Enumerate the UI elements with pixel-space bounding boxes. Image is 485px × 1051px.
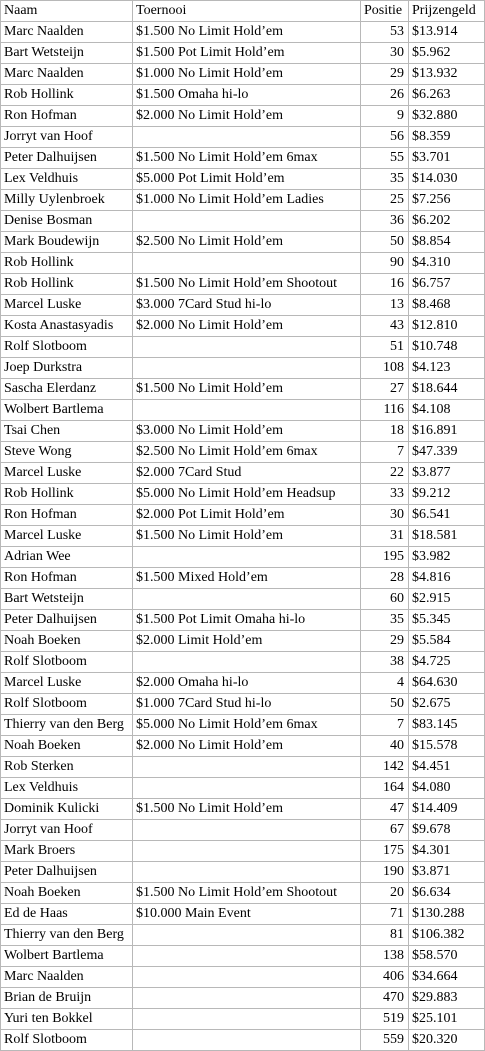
table-row <box>1 148 485 169</box>
table-row <box>1 673 485 694</box>
cell-toernooi[interactable] <box>133 358 361 379</box>
table-row <box>1 106 485 127</box>
table-row <box>1 85 485 106</box>
cell-toernooi[interactable] <box>133 400 361 421</box>
cell-naam[interactable]: Jorryt van Hoof <box>1 127 133 148</box>
cell-positie[interactable]: 35 <box>361 610 409 631</box>
cell-naam[interactable]: Rolf Slotboom <box>1 694 133 715</box>
header-prijzengeld[interactable]: Prijzengeld <box>409 1 485 22</box>
cell-naam[interactable]: Steve Wong <box>1 442 133 463</box>
table-row <box>1 799 485 820</box>
cell-prijzengeld[interactable]: $18.581 <box>409 526 485 547</box>
cell-toernooi[interactable]: $2.500 No Limit Hold’em <box>133 232 361 253</box>
cell-naam[interactable]: Peter Dalhuijsen <box>1 148 133 169</box>
cell-prijzengeld[interactable]: $6.202 <box>409 211 485 232</box>
cell-positie[interactable]: 81 <box>361 925 409 946</box>
cell-prijzengeld[interactable]: $4.301 <box>409 841 485 862</box>
cell-toernooi[interactable]: $5.000 Pot Limit Hold’em <box>133 169 361 190</box>
table-row <box>1 127 485 148</box>
cell-positie[interactable]: 56 <box>361 127 409 148</box>
table-row <box>1 169 485 190</box>
cell-positie[interactable]: 28 <box>361 568 409 589</box>
cell-prijzengeld[interactable]: $14.030 <box>409 169 485 190</box>
cell-toernooi[interactable] <box>133 778 361 799</box>
cell-positie[interactable]: 142 <box>361 757 409 778</box>
cell-prijzengeld[interactable]: $14.409 <box>409 799 485 820</box>
cell-prijzengeld[interactable]: $64.630 <box>409 673 485 694</box>
cell-positie[interactable]: 7 <box>361 715 409 736</box>
cell-positie[interactable]: 50 <box>361 232 409 253</box>
cell-prijzengeld[interactable]: $2.915 <box>409 589 485 610</box>
cell-prijzengeld[interactable]: $6.263 <box>409 85 485 106</box>
cell-positie[interactable]: 18 <box>361 421 409 442</box>
cell-toernooi[interactable]: $1.500 No Limit Hold’em Shootout <box>133 274 361 295</box>
cell-naam[interactable]: Rob Hollink <box>1 253 133 274</box>
table-row <box>1 946 485 967</box>
cell-prijzengeld[interactable]: $4.080 <box>409 778 485 799</box>
cell-positie[interactable]: 190 <box>361 862 409 883</box>
table-row <box>1 652 485 673</box>
cell-naam[interactable]: Thierry van den Berg <box>1 925 133 946</box>
cell-naam[interactable]: Mark Broers <box>1 841 133 862</box>
cell-naam[interactable]: Wolbert Bartlema <box>1 400 133 421</box>
cell-naam[interactable]: Rob Hollink <box>1 274 133 295</box>
table-row <box>1 316 485 337</box>
table-row <box>1 631 485 652</box>
cell-naam[interactable]: Marcel Luske <box>1 295 133 316</box>
cell-toernooi[interactable]: $2.000 No Limit Hold’em <box>133 316 361 337</box>
cell-toernooi[interactable]: $5.000 No Limit Hold’em 6max <box>133 715 361 736</box>
cell-prijzengeld[interactable]: $9.678 <box>409 820 485 841</box>
table-row <box>1 547 485 568</box>
cell-prijzengeld[interactable]: $7.256 <box>409 190 485 211</box>
cell-prijzengeld[interactable]: $3.701 <box>409 148 485 169</box>
cell-toernooi[interactable]: $2.000 No Limit Hold’em <box>133 106 361 127</box>
cell-toernooi[interactable] <box>133 253 361 274</box>
cell-positie[interactable]: 30 <box>361 505 409 526</box>
cell-positie[interactable]: 36 <box>361 211 409 232</box>
table-row <box>1 820 485 841</box>
cell-toernooi[interactable]: $2.000 Pot Limit Hold’em <box>133 505 361 526</box>
table-row <box>1 43 485 64</box>
cell-positie[interactable]: 7 <box>361 442 409 463</box>
cell-toernooi[interactable]: $1.000 No Limit Hold’em Ladies <box>133 190 361 211</box>
table-row <box>1 22 485 43</box>
cell-positie[interactable]: 195 <box>361 547 409 568</box>
cell-naam[interactable]: Denise Bosman <box>1 211 133 232</box>
cell-prijzengeld[interactable]: $4.108 <box>409 400 485 421</box>
table-row <box>1 925 485 946</box>
cell-positie[interactable]: 22 <box>361 463 409 484</box>
cell-prijzengeld[interactable]: $106.382 <box>409 925 485 946</box>
cell-positie[interactable]: 40 <box>361 736 409 757</box>
cell-toernooi[interactable]: $1.500 Mixed Hold’em <box>133 568 361 589</box>
table-row <box>1 715 485 736</box>
table-row <box>1 778 485 799</box>
cell-naam[interactable]: Brian de Bruijn <box>1 988 133 1009</box>
cell-toernooi[interactable]: $1.500 No Limit Hold’em <box>133 526 361 547</box>
cell-naam[interactable]: Adrian Wee <box>1 547 133 568</box>
cell-positie[interactable]: 71 <box>361 904 409 925</box>
cell-prijzengeld[interactable]: $3.871 <box>409 862 485 883</box>
cell-naam[interactable]: Kosta Anastasyadis <box>1 316 133 337</box>
cell-positie[interactable]: 4 <box>361 673 409 694</box>
cell-toernooi[interactable] <box>133 547 361 568</box>
cell-prijzengeld[interactable]: $4.451 <box>409 757 485 778</box>
cell-prijzengeld[interactable]: $8.359 <box>409 127 485 148</box>
cell-naam[interactable]: Bart Wetsteijn <box>1 589 133 610</box>
cell-prijzengeld[interactable]: $18.644 <box>409 379 485 400</box>
cell-naam[interactable]: Yuri ten Bokkel <box>1 1009 133 1030</box>
table-row <box>1 421 485 442</box>
table-row <box>1 253 485 274</box>
cell-toernooi[interactable]: $3.000 7Card Stud hi-lo <box>133 295 361 316</box>
cell-positie[interactable]: 29 <box>361 631 409 652</box>
cell-positie[interactable]: 33 <box>361 484 409 505</box>
header-positie[interactable]: Positie <box>361 1 409 22</box>
cell-toernooi[interactable] <box>133 925 361 946</box>
cell-positie[interactable]: 55 <box>361 148 409 169</box>
cell-prijzengeld[interactable]: $32.880 <box>409 106 485 127</box>
cell-naam[interactable]: Thierry van den Berg <box>1 715 133 736</box>
table-body <box>1 22 485 1051</box>
table-row <box>1 232 485 253</box>
cell-toernooi[interactable] <box>133 946 361 967</box>
table-row <box>1 841 485 862</box>
cell-positie[interactable]: 116 <box>361 400 409 421</box>
table-row <box>1 862 485 883</box>
cell-prijzengeld[interactable]: $29.883 <box>409 988 485 1009</box>
cell-positie[interactable]: 138 <box>361 946 409 967</box>
cell-prijzengeld[interactable]: $2.675 <box>409 694 485 715</box>
cell-toernooi[interactable]: $1.500 No Limit Hold’em <box>133 799 361 820</box>
header-naam[interactable]: Naam <box>1 1 133 22</box>
cell-positie[interactable]: 51 <box>361 337 409 358</box>
cell-toernooi[interactable]: $2.000 No Limit Hold’em <box>133 736 361 757</box>
cell-naam[interactable]: Lex Veldhuis <box>1 169 133 190</box>
cell-naam[interactable]: Milly Uylenbroek <box>1 190 133 211</box>
cell-prijzengeld[interactable]: $16.891 <box>409 421 485 442</box>
table-row <box>1 295 485 316</box>
cell-prijzengeld[interactable]: $12.810 <box>409 316 485 337</box>
table-row <box>1 1009 485 1030</box>
cell-prijzengeld[interactable]: $4.816 <box>409 568 485 589</box>
cell-naam[interactable]: Marc Naalden <box>1 22 133 43</box>
cell-positie[interactable]: 13 <box>361 295 409 316</box>
cell-prijzengeld[interactable]: $4.123 <box>409 358 485 379</box>
table-row <box>1 736 485 757</box>
cell-naam[interactable]: Tsai Chen <box>1 421 133 442</box>
cell-positie[interactable]: 50 <box>361 694 409 715</box>
cell-naam[interactable]: Rob Hollink <box>1 484 133 505</box>
cell-positie[interactable]: 53 <box>361 22 409 43</box>
cell-toernooi[interactable]: $2.000 Limit Hold’em <box>133 631 361 652</box>
cell-naam[interactable]: Wolbert Bartlema <box>1 946 133 967</box>
cell-naam[interactable]: Sascha Elerdanz <box>1 379 133 400</box>
cell-toernooi[interactable]: $1.500 Pot Limit Hold’em <box>133 43 361 64</box>
cell-toernooi[interactable]: $1.000 No Limit Hold’em <box>133 64 361 85</box>
table-row <box>1 904 485 925</box>
cell-naam[interactable]: Bart Wetsteijn <box>1 43 133 64</box>
cell-positie[interactable]: 30 <box>361 43 409 64</box>
cell-toernooi[interactable]: $1.500 No Limit Hold’em <box>133 379 361 400</box>
cell-prijzengeld[interactable]: $25.101 <box>409 1009 485 1030</box>
cell-naam[interactable]: Marc Naalden <box>1 64 133 85</box>
cell-positie[interactable]: 35 <box>361 169 409 190</box>
cell-toernooi[interactable] <box>133 820 361 841</box>
cell-positie[interactable]: 29 <box>361 64 409 85</box>
table-row <box>1 589 485 610</box>
cell-positie[interactable]: 9 <box>361 106 409 127</box>
header-row <box>1 1 485 22</box>
table-row <box>1 757 485 778</box>
cell-naam[interactable]: Noah Boeken <box>1 631 133 652</box>
cell-prijzengeld[interactable]: $47.339 <box>409 442 485 463</box>
table-row <box>1 337 485 358</box>
cell-positie[interactable]: 175 <box>361 841 409 862</box>
cell-prijzengeld[interactable]: $8.854 <box>409 232 485 253</box>
cell-positie[interactable]: 38 <box>361 652 409 673</box>
cell-naam[interactable]: Mark Boudewijn <box>1 232 133 253</box>
cell-prijzengeld[interactable]: $13.932 <box>409 64 485 85</box>
cell-toernooi[interactable] <box>133 211 361 232</box>
cell-naam[interactable]: Marcel Luske <box>1 673 133 694</box>
cell-prijzengeld[interactable]: $9.212 <box>409 484 485 505</box>
cell-naam[interactable]: Noah Boeken <box>1 883 133 904</box>
cell-prijzengeld[interactable]: $4.310 <box>409 253 485 274</box>
cell-naam[interactable]: Peter Dalhuijsen <box>1 610 133 631</box>
table-row <box>1 883 485 904</box>
table-row <box>1 400 485 421</box>
cell-toernooi[interactable] <box>133 967 361 988</box>
cell-toernooi[interactable]: $2.000 Omaha hi-lo <box>133 673 361 694</box>
cell-positie[interactable]: 47 <box>361 799 409 820</box>
cell-toernooi[interactable] <box>133 988 361 1009</box>
cell-toernooi[interactable] <box>133 862 361 883</box>
cell-toernooi[interactable]: $1.000 7Card Stud hi-lo <box>133 694 361 715</box>
cell-prijzengeld[interactable]: $4.725 <box>409 652 485 673</box>
cell-toernooi[interactable]: $3.000 No Limit Hold’em <box>133 421 361 442</box>
cell-naam[interactable]: Rolf Slotboom <box>1 652 133 673</box>
cell-naam[interactable]: Rolf Slotboom <box>1 1030 133 1051</box>
cell-naam[interactable]: Peter Dalhuijsen <box>1 862 133 883</box>
cell-naam[interactable]: Ron Hofman <box>1 505 133 526</box>
table-row <box>1 568 485 589</box>
cell-toernooi[interactable]: $5.000 No Limit Hold’em Headsup <box>133 484 361 505</box>
cell-naam[interactable]: Marc Naalden <box>1 967 133 988</box>
cell-toernooi[interactable]: $1.500 No Limit Hold’em Shootout <box>133 883 361 904</box>
cell-naam[interactable]: Marcel Luske <box>1 526 133 547</box>
cell-toernooi[interactable]: $1.500 No Limit Hold’em 6max <box>133 148 361 169</box>
table-row <box>1 64 485 85</box>
cell-positie[interactable]: 559 <box>361 1030 409 1051</box>
cell-prijzengeld[interactable]: $3.982 <box>409 547 485 568</box>
cell-prijzengeld[interactable]: $15.578 <box>409 736 485 757</box>
cell-toernooi[interactable] <box>133 841 361 862</box>
cell-naam[interactable]: Ed de Haas <box>1 904 133 925</box>
table-row <box>1 358 485 379</box>
table-row <box>1 379 485 400</box>
cell-toernooi[interactable]: $10.000 Main Event <box>133 904 361 925</box>
cell-naam[interactable]: Jorryt van Hoof <box>1 820 133 841</box>
cell-prijzengeld[interactable]: $6.634 <box>409 883 485 904</box>
table-row <box>1 988 485 1009</box>
cell-prijzengeld[interactable]: $83.145 <box>409 715 485 736</box>
cell-prijzengeld[interactable]: $6.541 <box>409 505 485 526</box>
cell-positie[interactable]: 108 <box>361 358 409 379</box>
cell-positie[interactable]: 25 <box>361 190 409 211</box>
table-row <box>1 526 485 547</box>
cell-naam[interactable]: Rolf Slotboom <box>1 337 133 358</box>
cell-positie[interactable]: 43 <box>361 316 409 337</box>
cell-prijzengeld[interactable]: $6.757 <box>409 274 485 295</box>
cell-positie[interactable]: 31 <box>361 526 409 547</box>
cell-naam[interactable]: Rob Sterken <box>1 757 133 778</box>
cell-naam[interactable]: Ron Hofman <box>1 106 133 127</box>
cell-toernooi[interactable]: $2.500 No Limit Hold’em 6max <box>133 442 361 463</box>
cell-toernooi[interactable] <box>133 652 361 673</box>
table-row <box>1 694 485 715</box>
cell-toernooi[interactable] <box>133 1030 361 1051</box>
cell-positie[interactable]: 470 <box>361 988 409 1009</box>
cell-toernooi[interactable] <box>133 589 361 610</box>
cell-positie[interactable]: 164 <box>361 778 409 799</box>
table-row <box>1 484 485 505</box>
cell-toernooi[interactable]: $1.500 Pot Limit Omaha hi-lo <box>133 610 361 631</box>
cell-toernooi[interactable] <box>133 127 361 148</box>
cell-positie[interactable]: 27 <box>361 379 409 400</box>
cell-naam[interactable]: Lex Veldhuis <box>1 778 133 799</box>
cell-naam[interactable]: Rob Hollink <box>1 85 133 106</box>
cell-toernooi[interactable]: $2.000 7Card Stud <box>133 463 361 484</box>
cell-toernooi[interactable] <box>133 337 361 358</box>
cell-prijzengeld[interactable]: $8.468 <box>409 295 485 316</box>
cell-naam[interactable]: Ron Hofman <box>1 568 133 589</box>
cell-naam[interactable]: Joep Durkstra <box>1 358 133 379</box>
table-row <box>1 1030 485 1051</box>
cell-prijzengeld[interactable]: $13.914 <box>409 22 485 43</box>
table-row <box>1 463 485 484</box>
cell-prijzengeld[interactable]: $5.962 <box>409 43 485 64</box>
cell-prijzengeld[interactable]: $5.584 <box>409 631 485 652</box>
table-row <box>1 190 485 211</box>
header-toernooi[interactable]: Toernooi <box>133 1 361 22</box>
table-row <box>1 274 485 295</box>
table-row <box>1 505 485 526</box>
cell-naam[interactable]: Marcel Luske <box>1 463 133 484</box>
cell-positie[interactable]: 16 <box>361 274 409 295</box>
cell-prijzengeld[interactable]: $58.570 <box>409 946 485 967</box>
cell-toernooi[interactable] <box>133 757 361 778</box>
cell-positie[interactable]: 406 <box>361 967 409 988</box>
cell-positie[interactable]: 26 <box>361 85 409 106</box>
cell-prijzengeld[interactable]: $34.664 <box>409 967 485 988</box>
table-row <box>1 967 485 988</box>
cell-naam[interactable]: Dominik Kulicki <box>1 799 133 820</box>
table-row <box>1 211 485 232</box>
cell-prijzengeld[interactable]: $20.320 <box>409 1030 485 1051</box>
cell-positie[interactable]: 60 <box>361 589 409 610</box>
cell-positie[interactable]: 20 <box>361 883 409 904</box>
cell-positie[interactable]: 90 <box>361 253 409 274</box>
cell-naam[interactable]: Noah Boeken <box>1 736 133 757</box>
cell-prijzengeld[interactable]: $5.345 <box>409 610 485 631</box>
cell-toernooi[interactable]: $1.500 No Limit Hold’em <box>133 22 361 43</box>
cell-positie[interactable]: 67 <box>361 820 409 841</box>
cell-toernooi[interactable] <box>133 1009 361 1030</box>
cell-prijzengeld[interactable]: $130.288 <box>409 904 485 925</box>
table-row <box>1 610 485 631</box>
cell-prijzengeld[interactable]: $10.748 <box>409 337 485 358</box>
cell-toernooi[interactable]: $1.500 Omaha hi-lo <box>133 85 361 106</box>
cell-positie[interactable]: 519 <box>361 1009 409 1030</box>
table-row <box>1 442 485 463</box>
cell-prijzengeld[interactable]: $3.877 <box>409 463 485 484</box>
